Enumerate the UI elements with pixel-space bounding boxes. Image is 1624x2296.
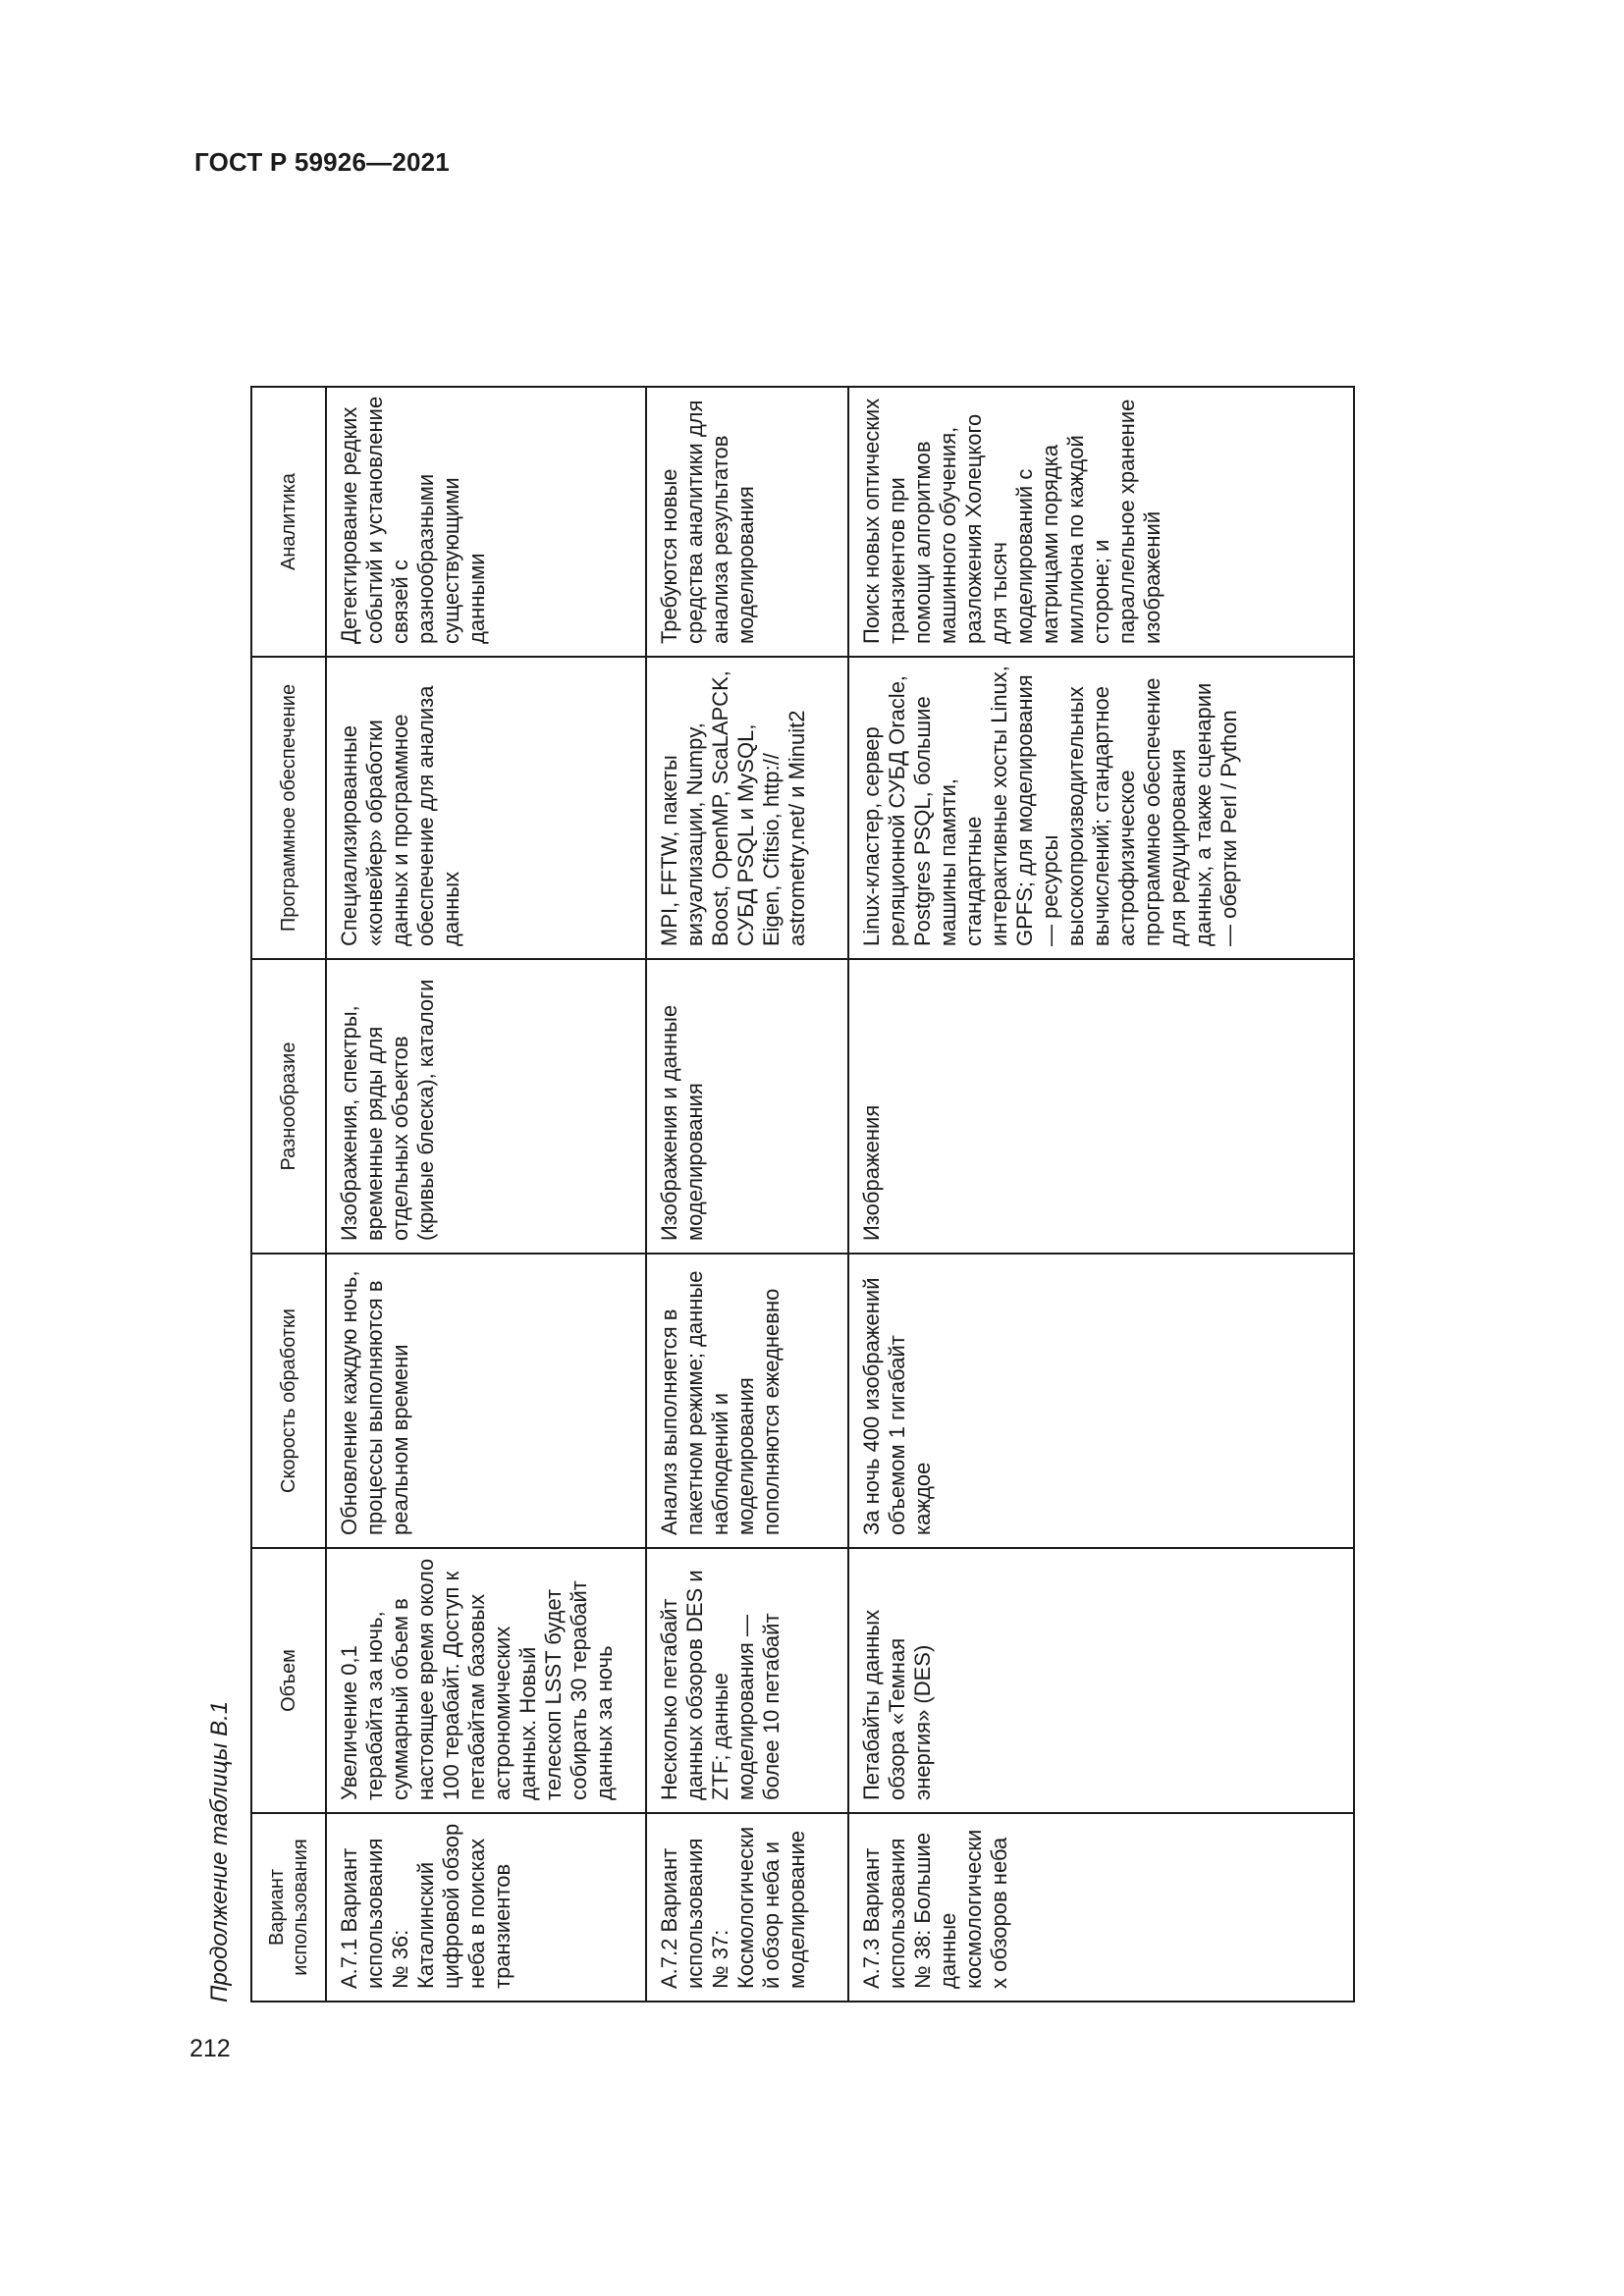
variety-cell: Изображения, спектры, временные ряды для отдельных объектов (кривые блеска), каталоги <box>326 959 646 1254</box>
column-header: Объем <box>251 1548 326 1813</box>
analytics-cell: Детектирование редких событий и установление связей с разнообразными существующими данными <box>326 387 646 657</box>
table-row <box>646 387 848 2002</box>
column-header: Скорость обработки <box>251 1254 326 1548</box>
column-header: Вариант использования <box>251 1813 326 2002</box>
use-case-cell: А.7.3 Вариант использования № 38: Большие данные космологических обзоров неба <box>848 1813 1354 2002</box>
software-cell: MPI, FFTW, пакеты визуализации, Numpy, Boost, OpenMP, ScaLAPCK, СУБД PSQL и MySQL, Eigen, Cfitsio, http:// astrometry.net/ и Minuit2 <box>646 657 848 959</box>
document-header: ГОСТ Р 59926—2021 <box>194 147 450 177</box>
volume-cell: Увеличение 0,1 терабайта за ночь, суммарный объем в настоящее время около 100 терабайт. Доступ к петабайтам базовых астрономических данных. Новый телескоп LSST будет собирать 30 терабайт данных за ночь <box>326 1548 646 1813</box>
analytics-cell: Поиск новых оптических транзиентов при помощи алгоритмов машинного обучения, разложения Холецкого для тысяч моделирований с матрицами порядка миллиона по каждой стороне; и параллельное хранение изображений <box>848 387 1354 657</box>
software-cell: Специализированные «конвейер» обработки данных и программное обеспечение для анализа данных <box>326 657 646 959</box>
analytics-cell: Требуются новые средства аналитики для анализа результатов моделирования <box>646 387 848 657</box>
use-case-cell: А.7.2 Вариант использования № 37: Космологический обзор неба и моделирование <box>646 1813 848 2002</box>
table-row <box>326 387 646 2002</box>
page-number: 212 <box>189 2035 231 2062</box>
variety-cell: Изображения <box>848 959 1354 1254</box>
variety-cell: Изображения и данные моделирования <box>646 959 848 1254</box>
table-caption: Продолжение таблицы В.1 <box>206 1700 233 2002</box>
volume-cell: Петабайты данных обзора «Темная энергия» (DES) <box>848 1548 1354 1813</box>
column-header: Аналитика <box>251 387 326 657</box>
velocity-cell: За ночь 400 изображений объемом 1 гигабайт каждое <box>848 1254 1354 1548</box>
velocity-cell: Анализ выполняется в пакетном режиме; данные наблюдений и моделирования пополняются ежедневно <box>646 1254 848 1548</box>
column-header: Программное обеспечение <box>251 657 326 959</box>
velocity-cell: Обновление каждую ночь, процессы выполняются в реальном времени <box>326 1254 646 1548</box>
data-table <box>250 386 1355 2002</box>
volume-cell: Несколько петабайт данных обзоров DES и ZTF; данные моделирования — более 10 петабайт <box>646 1548 848 1813</box>
software-cell: Linux-кластер, сервер реляционной СУБД Oracle, Postgres PSQL, большие машины памяти, стандартные интерактивные хосты Linux, GPFS; для моделирования — ресурсы высокопроизводительных вычислений; стандартное астрофизическое программное обеспечение для редуцирования данных, а также сценарии — обертки Perl / Python <box>848 657 1354 959</box>
use-case-cell: А.7.1 Вариант использования № 36: Каталинский цифровой обзор неба в поисках транзиентов <box>326 1813 646 2002</box>
table-header-row <box>251 387 326 2002</box>
column-header: Разнообразие <box>251 959 326 1254</box>
table-row <box>848 387 1354 2002</box>
table-container <box>250 388 1314 2002</box>
